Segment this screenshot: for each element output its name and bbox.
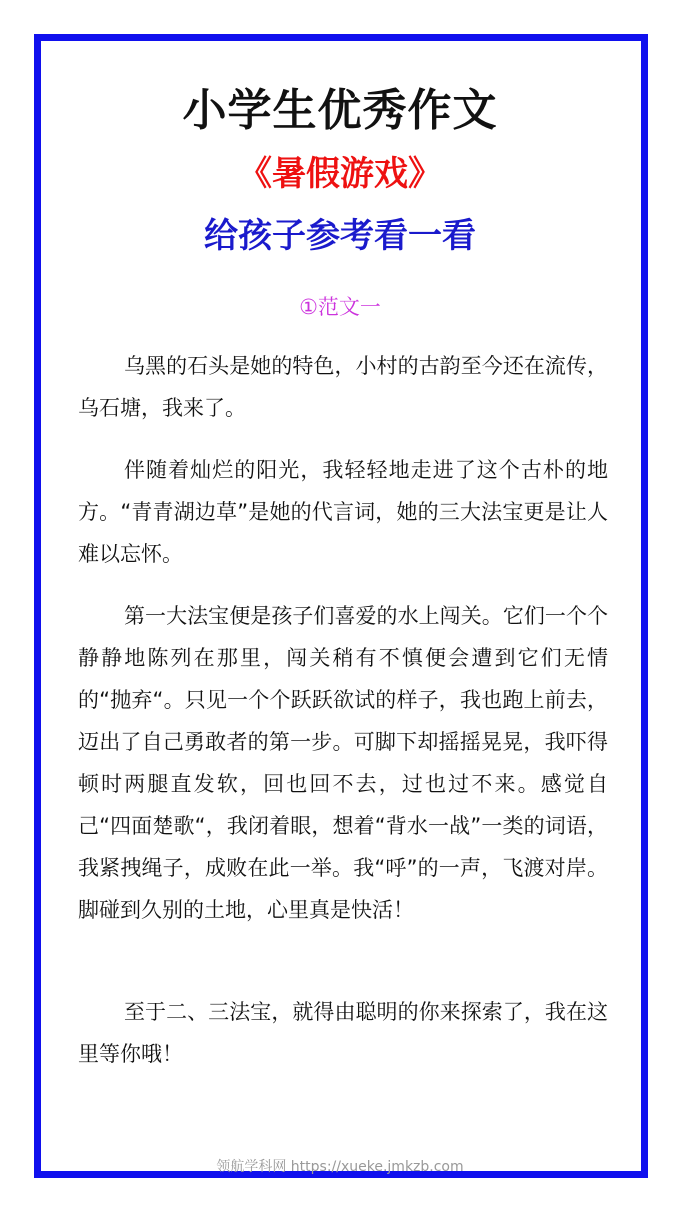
essay-title: 《暑假游戏》: [238, 154, 442, 194]
watermark: 领航学科网 https://xueke.jmkzb.com: [216, 1159, 464, 1175]
paragraph: 乌黑的石头是她的特色，小村的古韵至今还在流传，乌石塘，我来了。: [78, 354, 608, 420]
document-title: 小学生优秀作文: [182, 85, 498, 136]
tagline: 给孩子参考看一看: [204, 216, 476, 256]
paragraph: 至于二、三法宝，就得由聪明的你来探索了，我在这里等你哦！: [78, 1000, 608, 1066]
paragraph: 伴随着灿烂的阳光，我轻轻地走进了这个古朴的地方。“青青湖边草”是她的代言词，她的三大法宝更是让人难以忘怀。: [78, 458, 608, 566]
section-label: ①范文一: [299, 295, 381, 319]
paragraph: 第一大法宝便是孩子们喜爱的水上闯关。它们一个个静静地陈列在那里，闯关稍有不慎便会遭到它们无情的“抛弃“。只见一个个跃跃欲试的样子，我也跑上前去，迈出了自己勇敢者的第一步。可脚下却摇摇晃晃，我吓得顿时两腿直发软，回也回不去，过也过不来。感觉自己“四面楚歌“，我闭着眼，想着“背水一战”一类的词语，我紧拽绳子，成败在此一举。我“呼”的一声，飞渡对岸。脚碰到久别的土地，心里真是快活！: [78, 604, 608, 922]
